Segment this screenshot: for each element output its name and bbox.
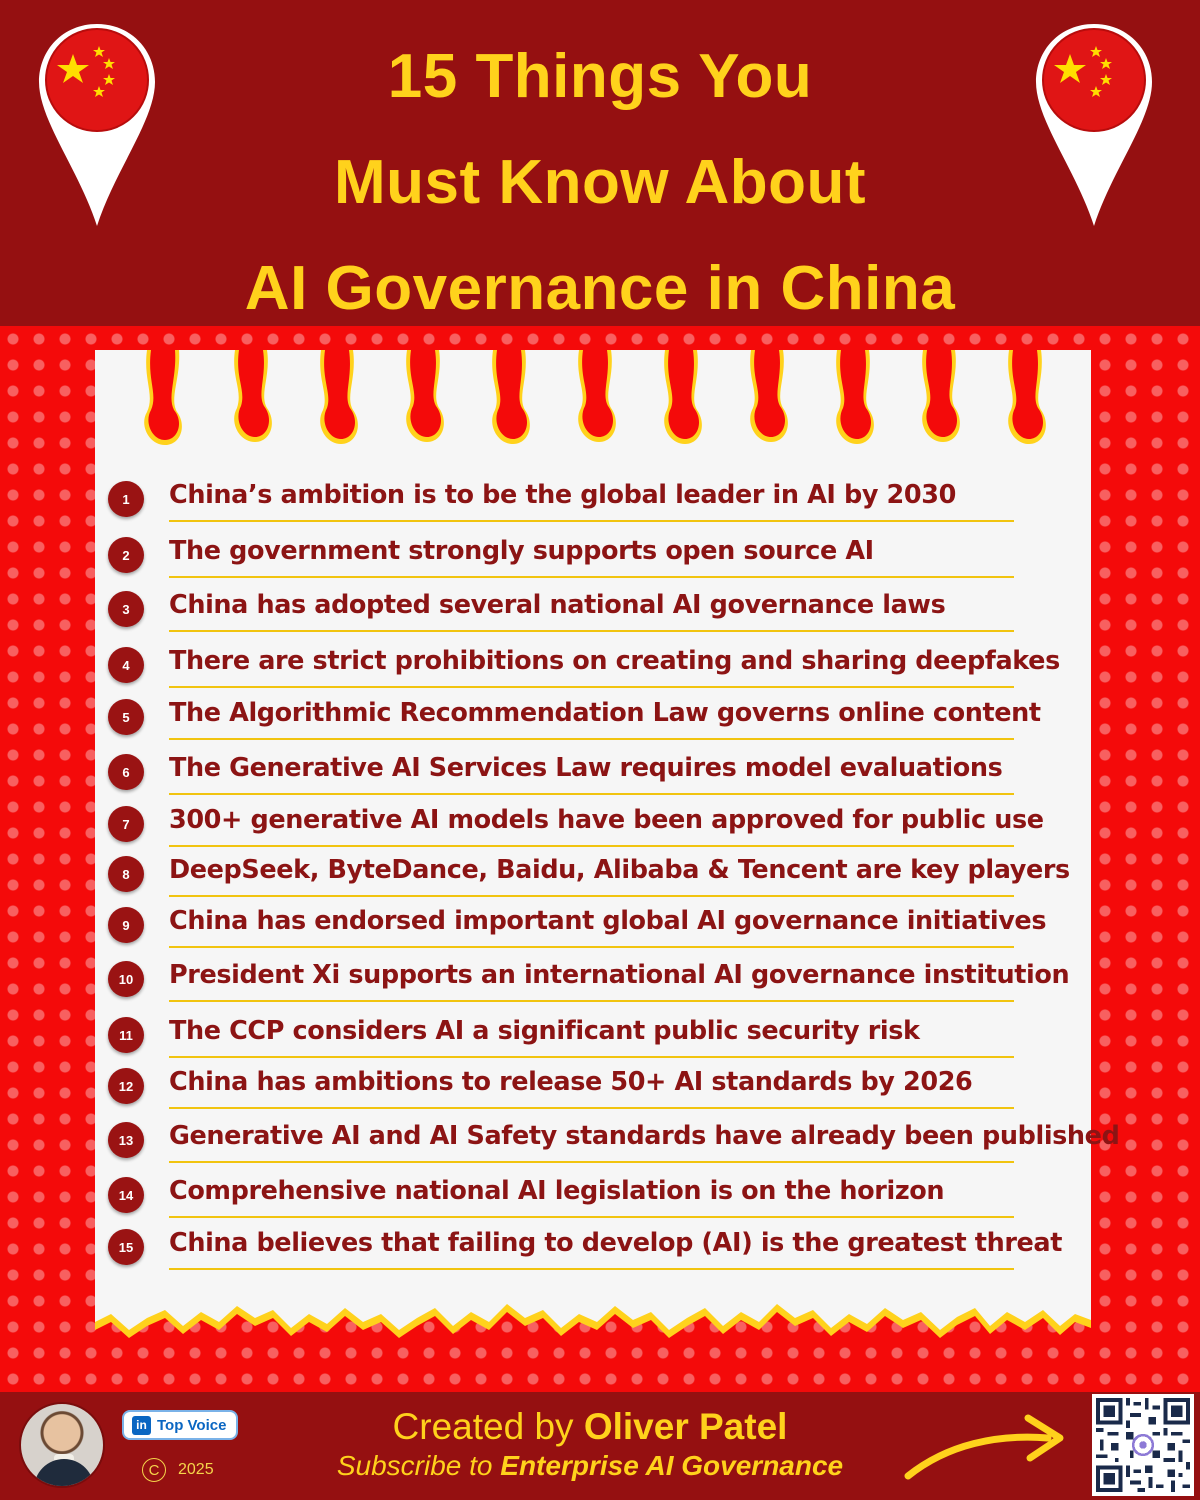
item-text: China’s ambition is to be the global leader in AI by 2030 <box>169 480 956 510</box>
item-number-badge: 4 <box>108 647 144 683</box>
avatar <box>19 1402 105 1488</box>
copyright <box>142 1458 214 1482</box>
list-item <box>95 590 1095 636</box>
item-text: China has adopted several national AI governance laws <box>169 590 946 620</box>
arrow-icon <box>898 1404 1068 1488</box>
item-text: The CCP considers AI a significant public security risk <box>169 1016 920 1046</box>
item-number-badge: 10 <box>108 961 144 997</box>
item-text: President Xi supports an international AI governance institution <box>169 960 1070 990</box>
list-item <box>95 753 1095 799</box>
item-divider <box>169 946 1014 948</box>
item-text: There are strict prohibitions on creating and sharing deepfakes <box>169 646 1060 676</box>
created-by-label: Created by <box>392 1406 574 1447</box>
item-text: Generative AI and AI Safety standards have already been published <box>169 1121 1120 1151</box>
item-divider <box>169 1268 1014 1270</box>
item-divider <box>169 1161 1014 1163</box>
item-divider <box>169 686 1014 688</box>
item-number-badge: 7 <box>108 806 144 842</box>
item-text: 300+ generative AI models have been approved for public use <box>169 805 1044 835</box>
item-divider <box>169 738 1014 740</box>
subscribe-label: Subscribe to <box>336 1450 493 1481</box>
item-divider <box>169 630 1014 632</box>
item-divider <box>169 845 1014 847</box>
list-item <box>95 536 1095 582</box>
item-text: China believes that failing to develop (AI) is the greatest threat <box>169 1228 1063 1258</box>
copyright-icon: C <box>142 1458 166 1482</box>
item-number-badge: 1 <box>108 481 144 517</box>
header-banner <box>0 0 1200 326</box>
linkedin-icon: in <box>132 1416 151 1435</box>
item-number-badge: 13 <box>108 1122 144 1158</box>
list-item <box>95 646 1095 692</box>
item-divider <box>169 793 1014 795</box>
item-divider <box>169 520 1014 522</box>
item-divider <box>169 1000 1014 1002</box>
top-voice-badge <box>122 1410 238 1440</box>
qr-code[interactable] <box>1092 1394 1194 1496</box>
title-line-2: Must Know About <box>333 148 867 217</box>
item-number-badge: 15 <box>108 1229 144 1265</box>
list-item <box>95 906 1095 952</box>
item-number-badge: 2 <box>108 537 144 573</box>
title-line-3: AI Governance in China <box>244 254 956 323</box>
list-item <box>95 960 1095 1006</box>
item-text: DeepSeek, ByteDance, Baidu, Alibaba & Tencent are key players <box>169 855 1070 885</box>
item-number-badge: 14 <box>108 1177 144 1213</box>
list-item <box>95 1121 1120 1167</box>
footer-banner <box>0 1392 1200 1500</box>
copyright-year: 2025 <box>178 1461 214 1478</box>
list-item <box>95 1228 1095 1274</box>
paper-note <box>95 350 1120 1350</box>
list-item <box>95 1176 1095 1222</box>
item-number-badge: 9 <box>108 907 144 943</box>
item-number-badge: 8 <box>108 856 144 892</box>
item-divider <box>169 1107 1014 1109</box>
list-item <box>95 698 1095 744</box>
item-divider <box>169 1216 1014 1218</box>
item-number-badge: 5 <box>108 699 144 735</box>
item-text: The Generative AI Services Law requires model evaluations <box>169 753 1003 783</box>
item-divider <box>169 895 1014 897</box>
china-flag-pin-icon <box>1032 20 1156 230</box>
item-text: Comprehensive national AI legislation is on the horizon <box>169 1176 945 1206</box>
item-text: The government strongly supports open source AI <box>169 536 874 566</box>
author-name: Oliver Patel <box>583 1406 788 1447</box>
item-number-badge: 6 <box>108 754 144 790</box>
list-item <box>95 805 1095 851</box>
item-text: The Algorithmic Recommendation Law governs online content <box>169 698 1041 728</box>
list-item <box>95 480 1095 526</box>
item-divider <box>169 576 1014 578</box>
item-number-badge: 12 <box>108 1068 144 1104</box>
list-item <box>95 1016 1095 1062</box>
page-title <box>150 24 1050 342</box>
list-item <box>95 855 1095 901</box>
list-item <box>95 1067 1095 1113</box>
newsletter-name[interactable]: Enterprise AI Governance <box>500 1450 844 1481</box>
item-text: China has ambitions to release 50+ AI standards by 2026 <box>169 1067 973 1097</box>
item-number-badge: 11 <box>108 1017 144 1053</box>
item-number-badge: 3 <box>108 591 144 627</box>
china-flag-pin-icon <box>35 20 159 230</box>
item-text: China has endorsed important global AI governance initiatives <box>169 906 1047 936</box>
credit-block <box>290 1406 890 1484</box>
title-line-1: 15 Things You <box>387 42 813 111</box>
item-divider <box>169 1056 1014 1058</box>
badge-label: Top Voice <box>157 1416 227 1434</box>
